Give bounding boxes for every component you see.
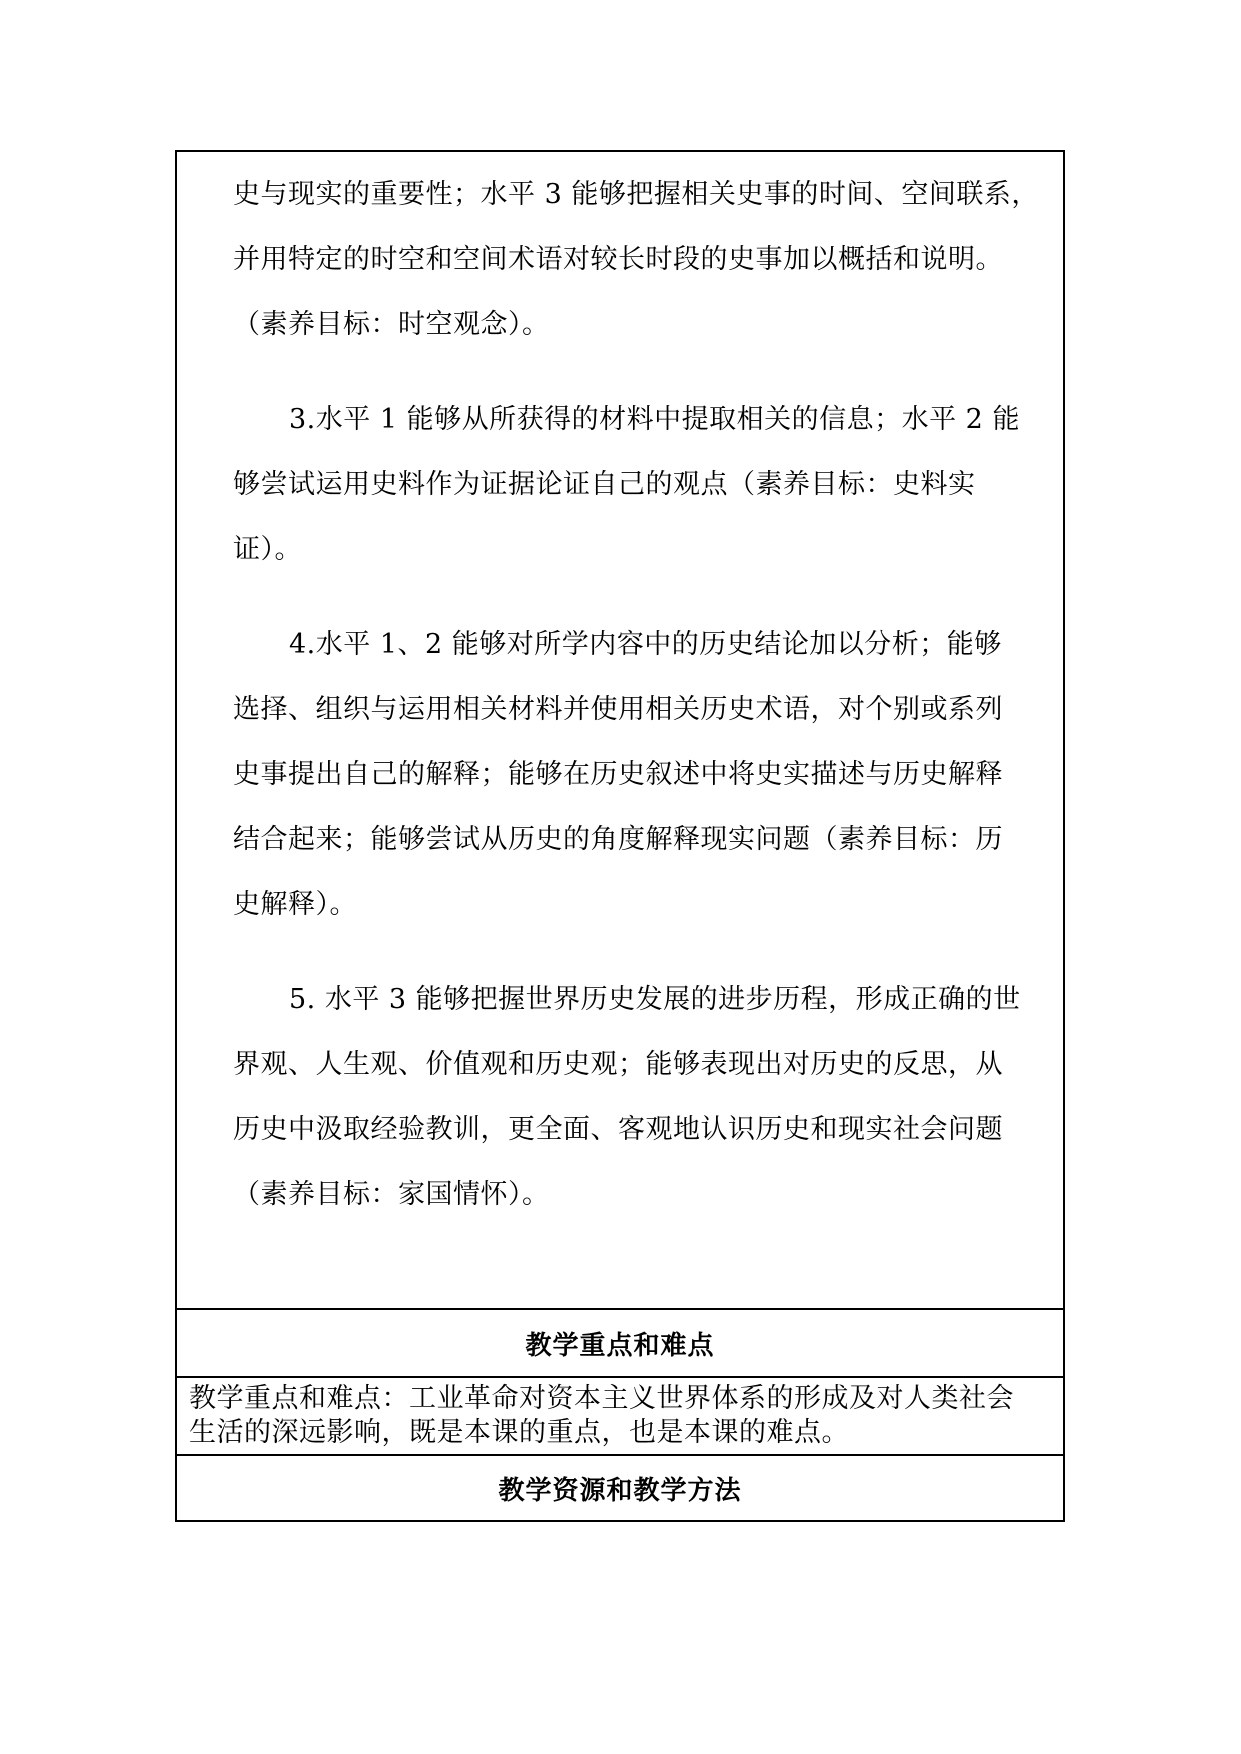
text-line: 5. 水平 3 能够把握世界历史发展的进步历程，形成正确的世 bbox=[289, 984, 1021, 1015]
objective-block-5 bbox=[233, 967, 1049, 1227]
text-line: 史事提出自己的解释；能够在历史叙述中将史实描述与历史解释 bbox=[233, 759, 1003, 790]
objective-block-4 bbox=[233, 612, 1049, 937]
objectives-cell bbox=[175, 150, 1065, 1308]
text-line: 教学重点和难点：工业革命对资本主义世界体系的形成及对人类社会 bbox=[189, 1383, 1014, 1414]
text-line: 史与现实的重要性；水平 3 能够把握相关史事的时间、空间联系， bbox=[233, 179, 1039, 210]
text-line: 生活的深远影响，既是本课的重点，也是本课的难点。 bbox=[189, 1417, 849, 1448]
key-points-heading: 教学重点和难点 bbox=[525, 1330, 715, 1361]
key-points-body-cell bbox=[175, 1376, 1065, 1454]
lesson-plan-table bbox=[175, 150, 1065, 1522]
text-line: 史解释）。 bbox=[233, 889, 357, 920]
text-line: 历史中汲取经验教训，更全面、客观地认识历史和现实社会问题 bbox=[233, 1114, 1003, 1145]
resources-heading: 教学资源和教学方法 bbox=[498, 1475, 742, 1506]
text-line: 证）。 bbox=[233, 534, 302, 565]
key-points-heading-cell bbox=[175, 1308, 1065, 1376]
text-line: 4.水平 1、2 能够对所学内容中的历史结论加以分析；能够 bbox=[289, 629, 1002, 660]
text-line: （素养目标：家国情怀）。 bbox=[233, 1179, 550, 1210]
resources-heading-cell bbox=[175, 1454, 1065, 1522]
text-line: 并用特定的时空和空间术语对较长时段的史事加以概括和说明。 bbox=[233, 244, 1003, 275]
text-line: 界观、人生观、价值观和历史观；能够表现出对历史的反思，从 bbox=[233, 1049, 1003, 1080]
text-line: 3.水平 1 能够从所获得的材料中提取相关的信息；水平 2 能 bbox=[289, 404, 1020, 435]
text-line: 选择、组织与运用相关材料并使用相关历史术语，对个别或系列 bbox=[233, 694, 1003, 725]
text-line: （素养目标：时空观念）。 bbox=[233, 309, 550, 340]
text-line: 结合起来；能够尝试从历史的角度解释现实问题（素养目标：历 bbox=[233, 824, 1003, 855]
objective-block-1 bbox=[233, 162, 1049, 357]
text-line: 够尝试运用史料作为证据论证自己的观点（素养目标：史料实 bbox=[233, 469, 976, 500]
objective-block-3 bbox=[233, 387, 1049, 582]
